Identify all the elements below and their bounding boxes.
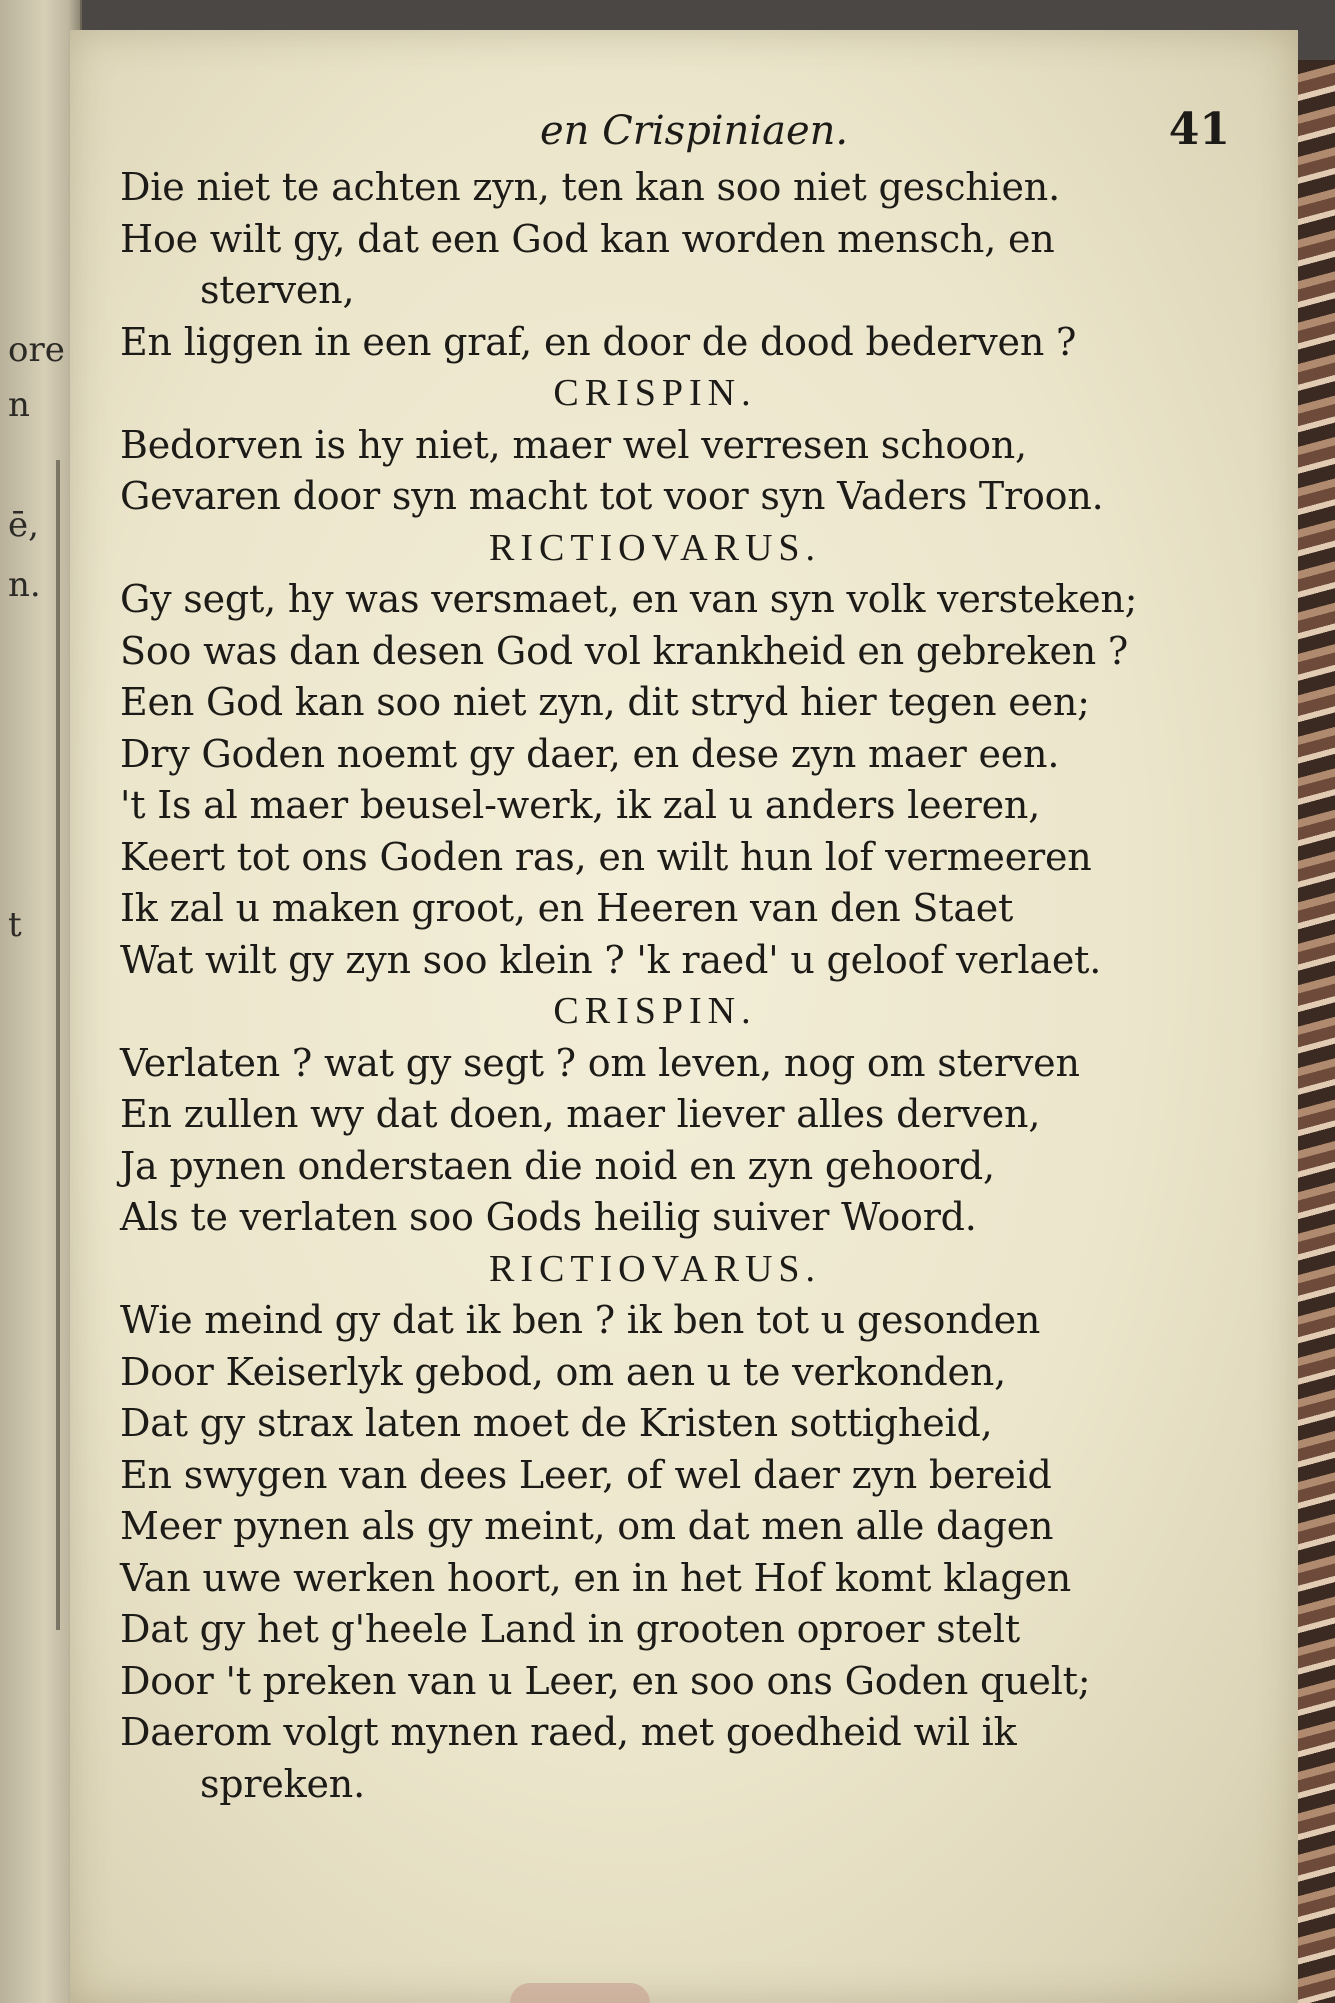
speaker-name: RICTIOVARUS. bbox=[488, 1247, 822, 1290]
book-cover-edge bbox=[1297, 60, 1335, 2003]
verse-line: Gevaren door syn macht tot voor syn Vaders Troon. bbox=[120, 474, 1104, 518]
page-text bbox=[120, 100, 1230, 1810]
verse-line: Van uwe werken hoort, en in het Hof komt klagen bbox=[120, 1555, 1072, 1600]
prev-page-glyph: ē, bbox=[8, 505, 39, 545]
prev-page-glyph: t bbox=[8, 905, 22, 945]
running-head bbox=[120, 100, 1230, 162]
verse-lines bbox=[120, 162, 1230, 1810]
page-number: 41 bbox=[1168, 104, 1230, 155]
verse-line: En liggen in een graf, en door de dood bederven ? bbox=[120, 319, 1077, 364]
speaker-name: CRISPIN. bbox=[553, 990, 757, 1032]
verse-line: En swygen van dees Leer, of wel daer zyn bereid bbox=[120, 1452, 1052, 1497]
prev-page-glyph: ore bbox=[8, 330, 65, 370]
verse-line: Verlaten ? wat gy segt ? om leven, nog om sterven bbox=[120, 1040, 1080, 1085]
book-page bbox=[70, 30, 1298, 2003]
verse-line: Door 't preken van u Leer, en soo ons Goden quelt; bbox=[120, 1658, 1091, 1703]
verse-line: Dat gy strax laten moet de Kristen sottigheid, bbox=[120, 1401, 993, 1445]
verse-line: spreken. bbox=[200, 1761, 365, 1806]
prev-page-glyph: n bbox=[8, 385, 30, 425]
verse-line: Die niet te achten zyn, ten kan soo niet geschien. bbox=[120, 165, 1060, 209]
verse-line: Soo was dan desen God vol krankheid en gebreken ? bbox=[120, 628, 1129, 673]
speaker-name: CRISPIN. bbox=[553, 372, 757, 414]
verse-line: Hoe wilt gy, dat een God kan worden mensch, en bbox=[120, 216, 1055, 261]
verse-line: Keert tot ons Goden ras, en wilt hun lof vermeeren bbox=[120, 834, 1092, 879]
verse-line: 't Is al maer beusel-werk, ik zal u anders leeren, bbox=[120, 783, 1041, 827]
gutter-shadow bbox=[56, 460, 60, 1630]
verse-line: Een God kan soo niet zyn, dit stryd hier tegen een; bbox=[120, 680, 1090, 724]
verse-line: Ja pynen onderstaen die noid en zyn gehoord, bbox=[120, 1143, 995, 1188]
verse-line: sterven, bbox=[200, 268, 355, 312]
verse-line: Dry Goden noemt gy daer, en dese zyn maer een. bbox=[120, 731, 1060, 776]
prev-page-glyph: n. bbox=[8, 565, 41, 605]
verse-line: Wie meind gy dat ik ben ? ik ben tot u gesonden bbox=[120, 1298, 1041, 1342]
running-title: en Crispiniaen. bbox=[540, 108, 849, 154]
speaker-name: RICTIOVARUS. bbox=[488, 526, 822, 569]
verse-line: Bedorven is hy niet, maer wel verresen schoon, bbox=[120, 422, 1027, 467]
thumb-shadow bbox=[510, 1983, 650, 2003]
verse-line: Als te verlaten soo Gods heilig suiver Woord. bbox=[120, 1195, 977, 1239]
verse-line: Gy segt, hy was versmaet, en van syn volk versteken; bbox=[120, 577, 1138, 621]
verse-line: Daerom volgt mynen raed, met goedheid wil ik bbox=[120, 1710, 1017, 1754]
verse-line: Meer pynen als gy meint, om dat men alle dagen bbox=[120, 1504, 1054, 1548]
verse-line: En zullen wy dat doen, maer liever alles derven, bbox=[120, 1092, 1041, 1136]
verse-line: Dat gy het g'heele Land in grooten oproer stelt bbox=[120, 1607, 1020, 1651]
verse-line: Door Keiserlyk gebod, om aen u te verkonden, bbox=[120, 1349, 1006, 1394]
verse-line: Ik zal u maken groot, en Heeren van den Staet bbox=[120, 886, 1014, 930]
verse-line: Wat wilt gy zyn soo klein ? 'k raed' u geloof verlaet. bbox=[120, 937, 1102, 982]
